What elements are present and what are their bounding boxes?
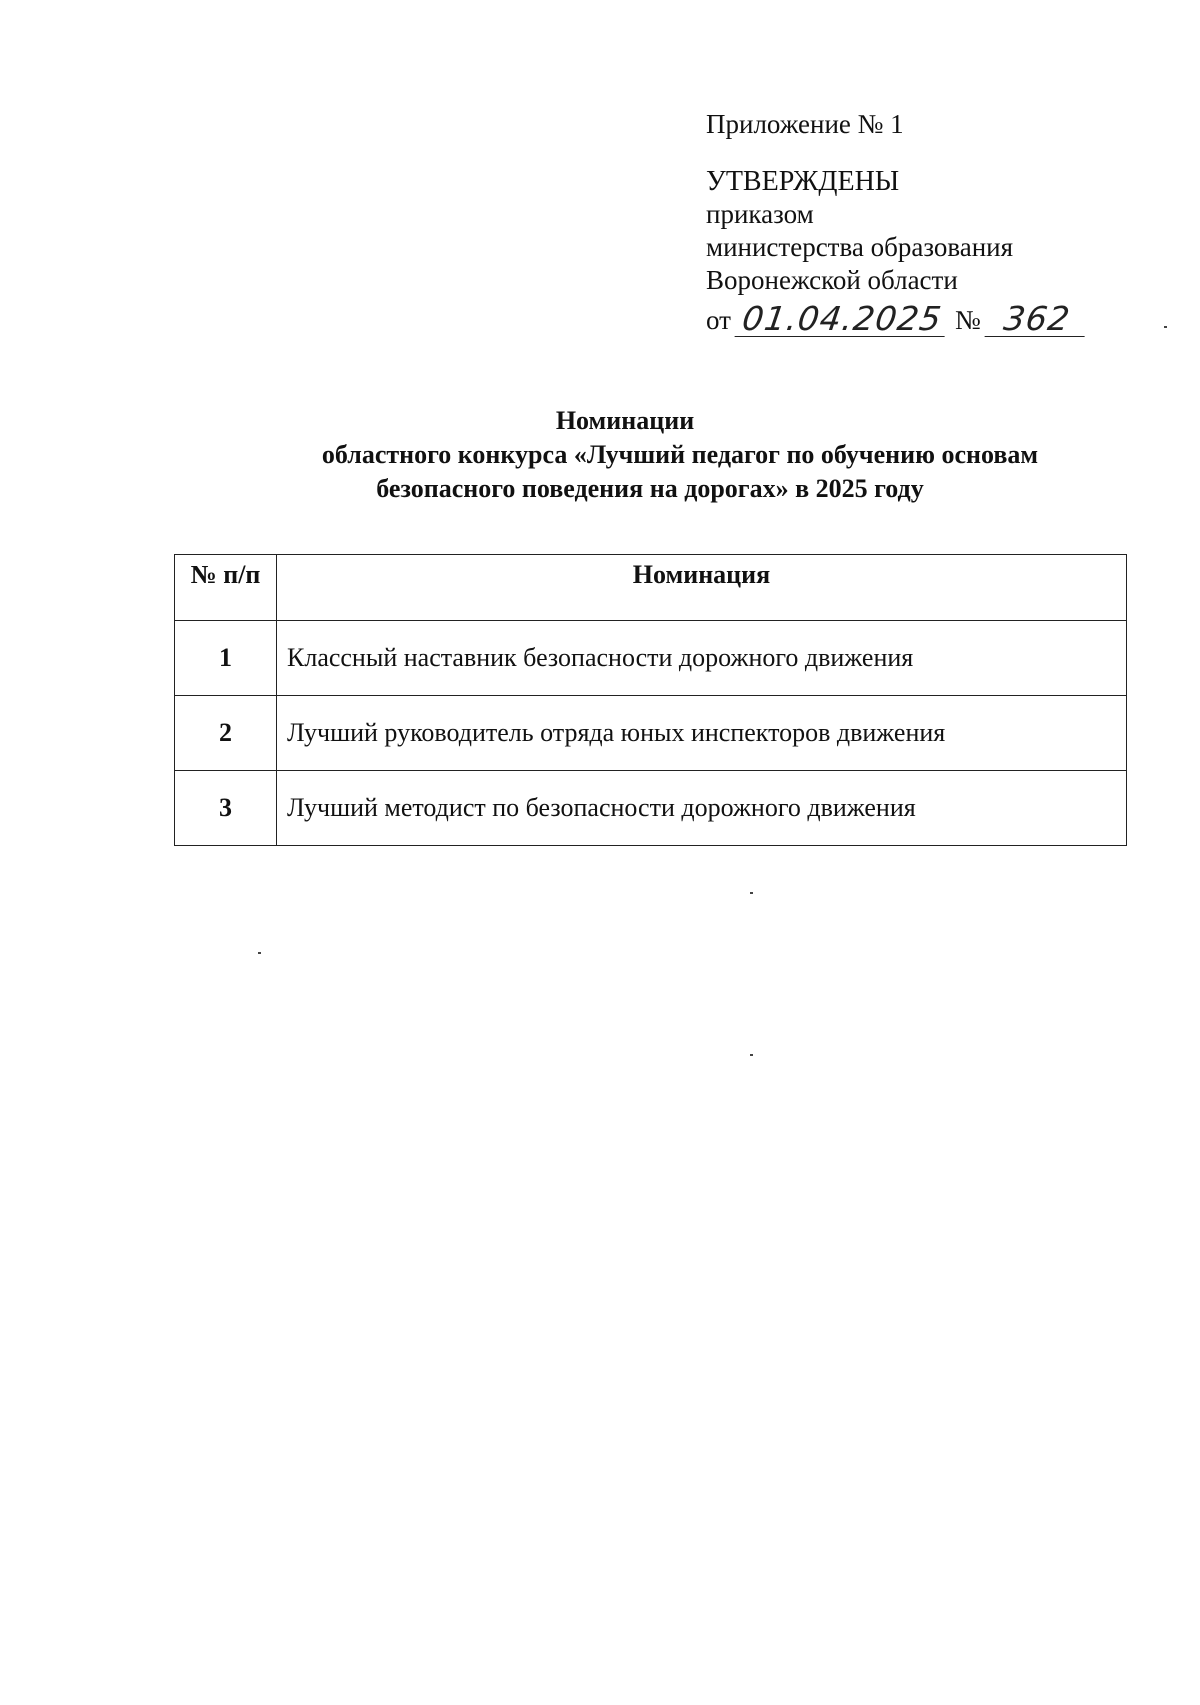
row-number: 3 bbox=[175, 771, 277, 846]
scan-speck bbox=[750, 1054, 753, 1056]
approval-line-ministry: министерства образования bbox=[706, 232, 1014, 262]
approval-line-region: Воронежской области bbox=[706, 265, 958, 295]
table-header-row bbox=[175, 555, 1127, 621]
scan-speck bbox=[1164, 326, 1167, 328]
document-title bbox=[260, 404, 1100, 506]
header-nomination: Номинация bbox=[277, 555, 1127, 621]
scan-speck bbox=[258, 952, 261, 954]
row-nomination: Классный наставник безопасности дорожного движения bbox=[277, 621, 1127, 696]
row-nomination: Лучший руководитель отряда юных инспекторов движения bbox=[277, 696, 1127, 771]
table-row bbox=[175, 696, 1127, 771]
title-line-3: безопасного поведения на дорогах» в 2025 году bbox=[376, 474, 924, 503]
table-row bbox=[175, 621, 1127, 696]
handwritten-order-date: 01.04.2025 bbox=[734, 302, 949, 337]
header-number: № п/п bbox=[175, 555, 277, 621]
appendix-label: Приложение № 1 bbox=[706, 109, 904, 139]
row-number: 2 bbox=[175, 696, 277, 771]
order-date-number-line bbox=[706, 297, 1126, 337]
date-prefix: от bbox=[706, 305, 731, 335]
table-row bbox=[175, 771, 1127, 846]
approval-line-order: приказом bbox=[706, 199, 814, 229]
approval-block bbox=[706, 108, 1126, 337]
title-line-1: Номинации bbox=[555, 406, 695, 435]
scan-speck bbox=[750, 892, 753, 894]
approved-heading: УТВЕРЖДЕНЫ bbox=[706, 166, 900, 197]
row-number: 1 bbox=[175, 621, 277, 696]
handwritten-order-number: 362 bbox=[984, 302, 1089, 337]
row-nomination: Лучший методист по безопасности дорожного движения bbox=[277, 771, 1127, 846]
nominations-table bbox=[174, 554, 1127, 846]
number-prefix: № bbox=[954, 305, 981, 335]
title-line-2: областного конкурса «Лучший педагог по обучению основам bbox=[321, 440, 1039, 469]
